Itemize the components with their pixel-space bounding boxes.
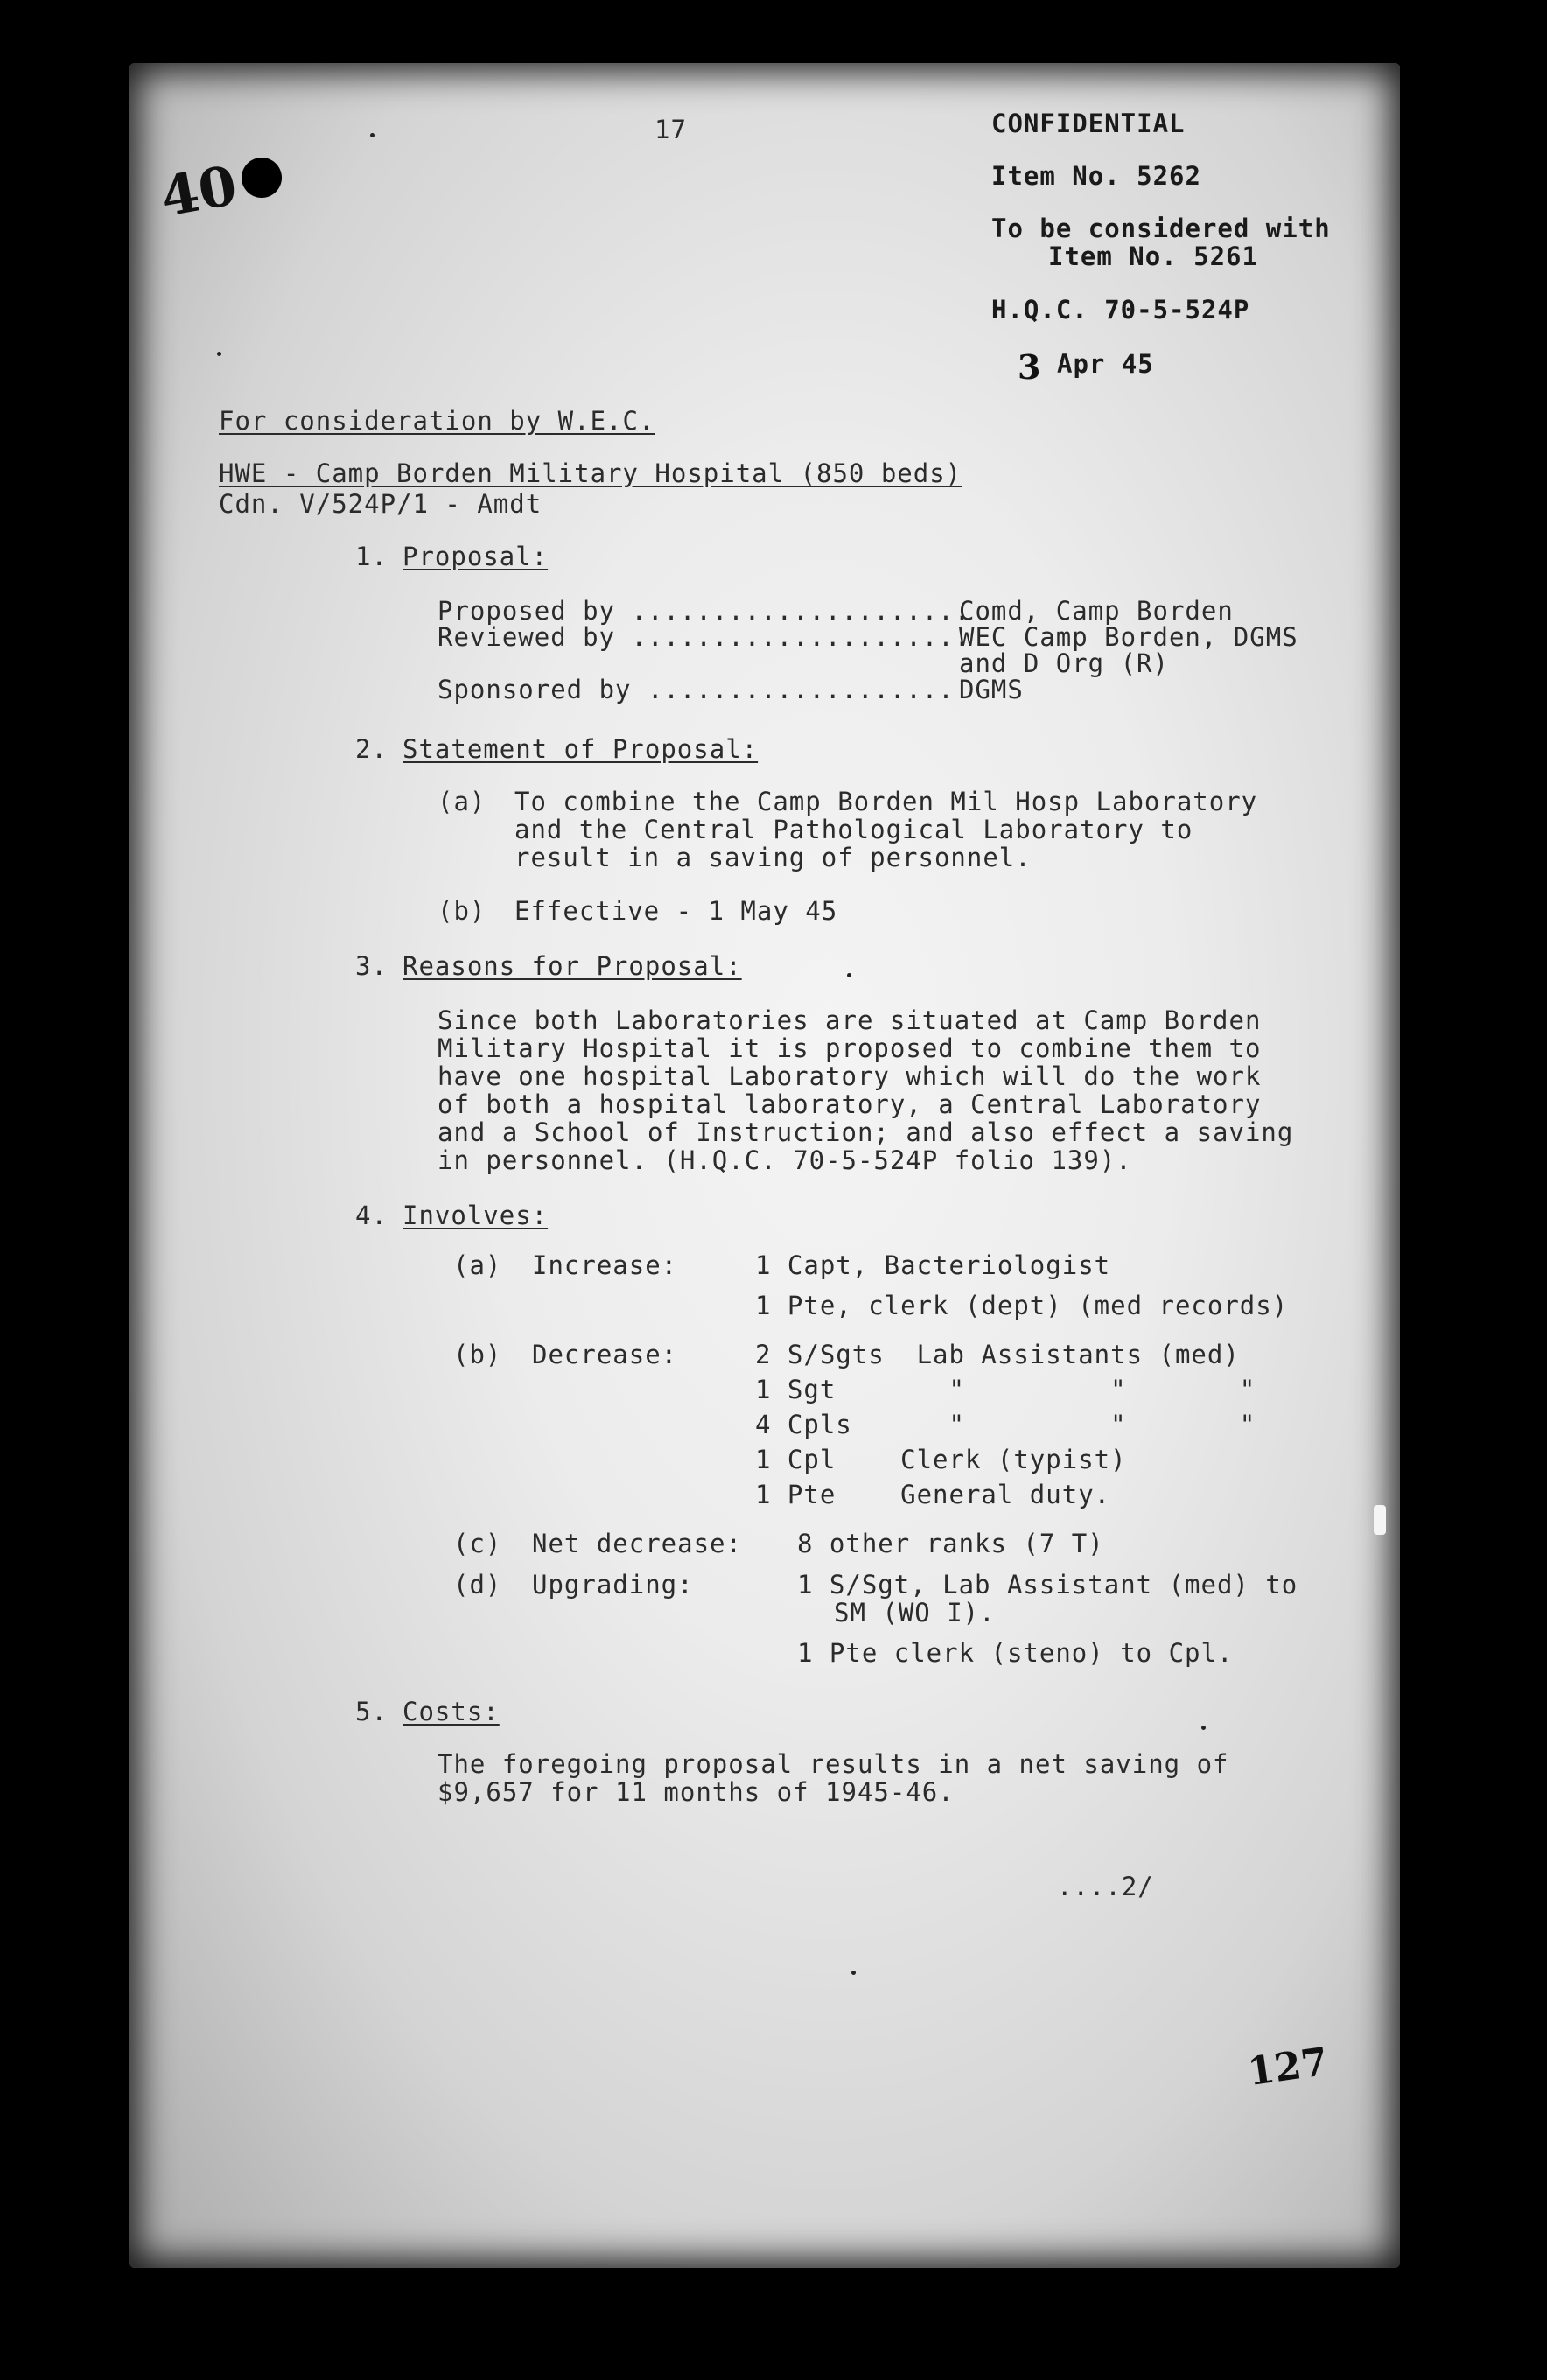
item-number: Item No. 5262 <box>991 161 1201 191</box>
section-2a-line-2: and the Central Pathological Laboratory to <box>514 815 1194 844</box>
speck-artifact <box>851 1970 856 1975</box>
section-4-heading: Involves: <box>402 1200 549 1230</box>
section-4b-item-5: 1 Pte General duty. <box>755 1480 1111 1509</box>
subject-reference: Cdn. V/524P/1 - Amdt <box>219 489 542 519</box>
considered-with-line-1: To be considered with <box>991 214 1331 243</box>
section-1-heading: Proposal: <box>402 542 549 571</box>
reviewed-by-label: Reviewed by ..................... <box>438 622 971 652</box>
section-5-line-2: $9,657 for 11 months of 1945-46. <box>438 1777 955 1807</box>
section-5-heading: Costs: <box>402 1697 500 1726</box>
reviewed-by-value-2: and D Org (R) <box>959 648 1169 678</box>
consideration-line: For consideration by W.E.C. <box>219 406 655 436</box>
section-3-number: 3. <box>355 951 388 981</box>
section-4a-item-2: 1 Pte, clerk (dept) (med records) <box>755 1291 1289 1320</box>
handwritten-corner-number: 127 <box>1244 2039 1331 2096</box>
speck-artifact <box>1201 1726 1206 1730</box>
section-3-line-5: and a School of Instruction; and also effect a saving <box>438 1117 1294 1147</box>
punch-hole-dot <box>242 158 282 198</box>
section-4b-item-2: 1 Sgt " " " <box>755 1375 1256 1404</box>
section-4d-title: Upgrading: <box>532 1570 694 1600</box>
section-4d-item-1a: 1 S/Sgt, Lab Assistant (med) to <box>797 1570 1298 1600</box>
section-4b-title: Decrease: <box>532 1340 678 1369</box>
section-4b-label: (b) <box>453 1340 502 1369</box>
handwritten-folio-mark: 40 <box>156 153 242 229</box>
section-2-number: 2. <box>355 734 388 764</box>
section-2b-text: Effective - 1 May 45 <box>514 896 838 926</box>
section-2a-line-3: result in a saving of personnel. <box>514 843 1032 872</box>
page-number: 17 <box>654 115 687 144</box>
section-3-heading: Reasons for Proposal: <box>402 951 742 981</box>
section-4d-label: (d) <box>453 1570 502 1600</box>
section-4b-item-4: 1 Cpl Clerk (typist) <box>755 1445 1127 1474</box>
section-2a-line-1: To combine the Camp Borden Mil Hosp Laboratory <box>514 787 1258 816</box>
section-2a-label: (a) <box>438 787 486 816</box>
section-4d-item-1b: SM (WO I). <box>834 1598 996 1628</box>
section-4-number: 4. <box>355 1200 388 1230</box>
reviewed-by-value-1: WEC Camp Borden, DGMS <box>959 622 1298 652</box>
proposed-by-label: Proposed by ..................... <box>438 596 971 626</box>
continuation-marker: ....2/ <box>1057 1872 1154 1901</box>
section-4c-value: 8 other ranks (7 T) <box>797 1529 1104 1558</box>
file-reference: H.Q.C. 70-5-524P <box>991 295 1250 325</box>
date-month-year: Apr 45 <box>1057 349 1154 379</box>
section-4b-item-1: 2 S/Sgts Lab Assistants (med) <box>755 1340 1240 1369</box>
section-3-line-1: Since both Laboratories are situated at Camp Borden <box>438 1005 1262 1035</box>
section-4a-label: (a) <box>453 1250 502 1280</box>
section-4c-label: (c) <box>453 1529 502 1558</box>
subject-title: HWE - Camp Borden Military Hospital (850 beds) <box>219 458 962 488</box>
section-1-number: 1. <box>355 542 388 571</box>
speck-artifact <box>217 352 221 356</box>
document-page <box>130 63 1400 2268</box>
considered-with-line-2: Item No. 5261 <box>1048 242 1258 271</box>
section-3-line-6: in personnel. (H.Q.C. 70-5-524P folio 139). <box>438 1145 1132 1175</box>
speck-artifact <box>847 973 851 977</box>
section-4d-item-2: 1 Pte clerk (steno) to Cpl. <box>797 1638 1234 1668</box>
section-4b-item-3: 4 Cpls " " " <box>755 1410 1256 1439</box>
handwritten-date-day: 3 <box>1018 347 1041 387</box>
section-5-line-1: The foregoing proposal results in a net saving of <box>438 1749 1229 1779</box>
speck-artifact <box>370 133 374 137</box>
sponsored-by-label: Sponsored by ................... <box>438 675 955 704</box>
confidential-stamp: CONFIDENTIAL <box>991 108 1186 138</box>
section-2-heading: Statement of Proposal: <box>402 734 759 764</box>
section-3-line-4: of both a hospital laboratory, a Central Laboratory <box>438 1089 1262 1119</box>
section-2b-label: (b) <box>438 896 486 926</box>
proposed-by-value: Comd, Camp Borden <box>959 596 1234 626</box>
section-4a-item-1: 1 Capt, Bacteriologist <box>755 1250 1111 1280</box>
sponsored-by-value: DGMS <box>959 675 1024 704</box>
section-3-line-2: Military Hospital it is proposed to combine them to <box>438 1033 1262 1063</box>
tape-fleck <box>1374 1505 1386 1535</box>
section-3-line-3: have one hospital Laboratory which will do the work <box>438 1061 1262 1091</box>
section-4c-title: Net decrease: <box>532 1529 742 1558</box>
section-4a-title: Increase: <box>532 1250 678 1280</box>
section-5-number: 5. <box>355 1697 388 1726</box>
